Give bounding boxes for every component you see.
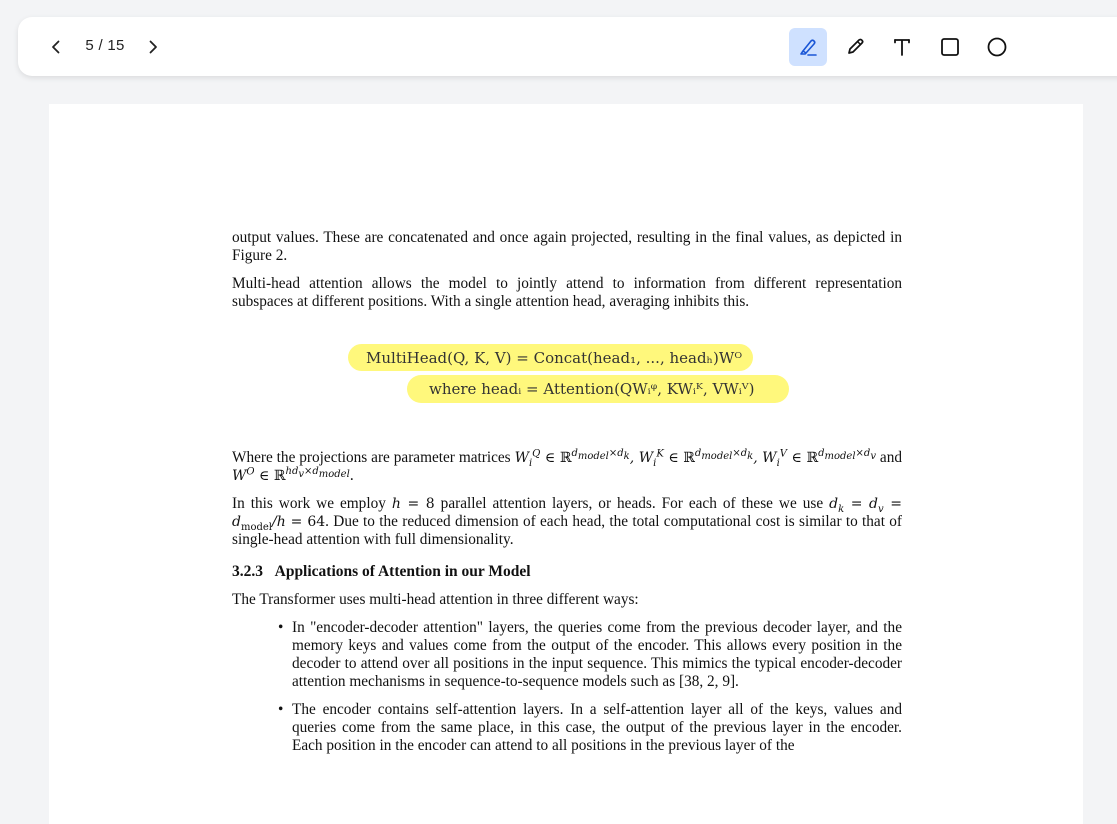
pen-tool-button[interactable] — [836, 28, 874, 66]
rectangle-icon — [939, 36, 961, 58]
list-item: • In "encoder-decoder attention" layers, the queries come from the previous decoder layer, and the memory keys and values come from the output of the encoder. This allows every position in the decoder to attend over all positions in the input sequence. This mimics the typical encoder-decoder attention mechanisms in sequence-to-sequence models such as [38, 2, 9]. — [232, 619, 902, 691]
section-title: Applications of Attention in our Model — [274, 563, 531, 580]
equation-multihead: MultiHead(Q, K, V) = Concat(head₁, ..., headₕ)Wᴼ — [366, 349, 743, 367]
math-inline: h = 8 — [391, 496, 435, 512]
annotation-toolbar — [18, 17, 1117, 76]
section-number: 3.2.3 — [232, 563, 263, 580]
text-span: In this work we employ — [232, 495, 386, 512]
equation-head: where headᵢ = Attention(QWᵢᵠ, KWᵢᴷ, VWᵢⱽ) — [429, 380, 755, 398]
circle-tool-button[interactable] — [978, 28, 1016, 66]
paragraph: output values. These are concatenated and once again projected, resulting in the final values, as depicted in Figure 2. — [232, 229, 902, 264]
document-body-continued — [232, 449, 902, 765]
pen-icon — [844, 36, 866, 58]
text-span: Where the projections are parameter matrices — [232, 449, 511, 466]
list-item: • The encoder contains self-attention layers. In a self-attention layer all of the keys, values and queries come from the same place, in this case, the output of the previous layer in the encoder. Each position in the encoder can attend to all positions in the previous layer of the — [232, 701, 902, 755]
text-span: and — [879, 449, 902, 466]
document-body — [232, 229, 902, 321]
math-inline: $W_i^Q$ ∈ ℝ$^{d_{model}\times d_k}$, $W_i^K$ ∈ ℝ$^{d_{model}\times d_k}$, $W_i^V$ ∈ ℝ$^{d_{model}\times d_v}$ — [514, 448, 876, 469]
pdf-page — [49, 104, 1083, 824]
rectangle-tool-button[interactable] — [931, 28, 969, 66]
paragraph: Multi-head attention allows the model to jointly attend to information from different representation subspaces at different positions. With a single attention head, averaging inhibits this. — [232, 275, 902, 310]
math-inline: $d_k = d_v = d_{model}/h = 64$ — [232, 496, 902, 533]
circle-icon — [986, 36, 1008, 58]
paragraph: The Transformer uses multi-head attention in three different ways: — [232, 591, 639, 608]
bullet-list — [232, 619, 902, 755]
math-inline: $W^O$ ∈ ℝ$^{hd_v\times d_{model}}$ — [232, 466, 350, 484]
text-tool-button[interactable] — [883, 28, 921, 66]
highlighter-icon — [797, 36, 819, 58]
chevron-left-icon — [48, 39, 64, 55]
text-span: parallel attention layers, or heads. For each of these we use — [440, 495, 824, 512]
chevron-right-icon — [145, 39, 161, 55]
section-heading — [232, 563, 902, 581]
text-span: . Due to the reduced dimension of each head, the total computational cost is similar to that of single-head attention with full dimensionality. — [232, 513, 903, 548]
paragraph — [232, 495, 902, 549]
paragraph: Where the projections are parameter matrices $W_i^Q$ ∈ ℝ$^{d_{model}\times d_k}$, $W_i^K$ ∈ ℝ$^{d_{model}\times d_k}$, $W_i^V$ ∈ ℝ$^{d_{model}\times d_v}$ and $W^O$ ∈ ℝ$^{hd_v\times d_{model}}$. — [232, 448, 902, 484]
page-indicator: 5 / 15 — [85, 37, 125, 54]
prev-page-button[interactable] — [37, 28, 75, 66]
next-page-button[interactable] — [134, 28, 172, 66]
highlighter-tool-button[interactable] — [789, 28, 827, 66]
text-tool-icon — [891, 36, 913, 58]
